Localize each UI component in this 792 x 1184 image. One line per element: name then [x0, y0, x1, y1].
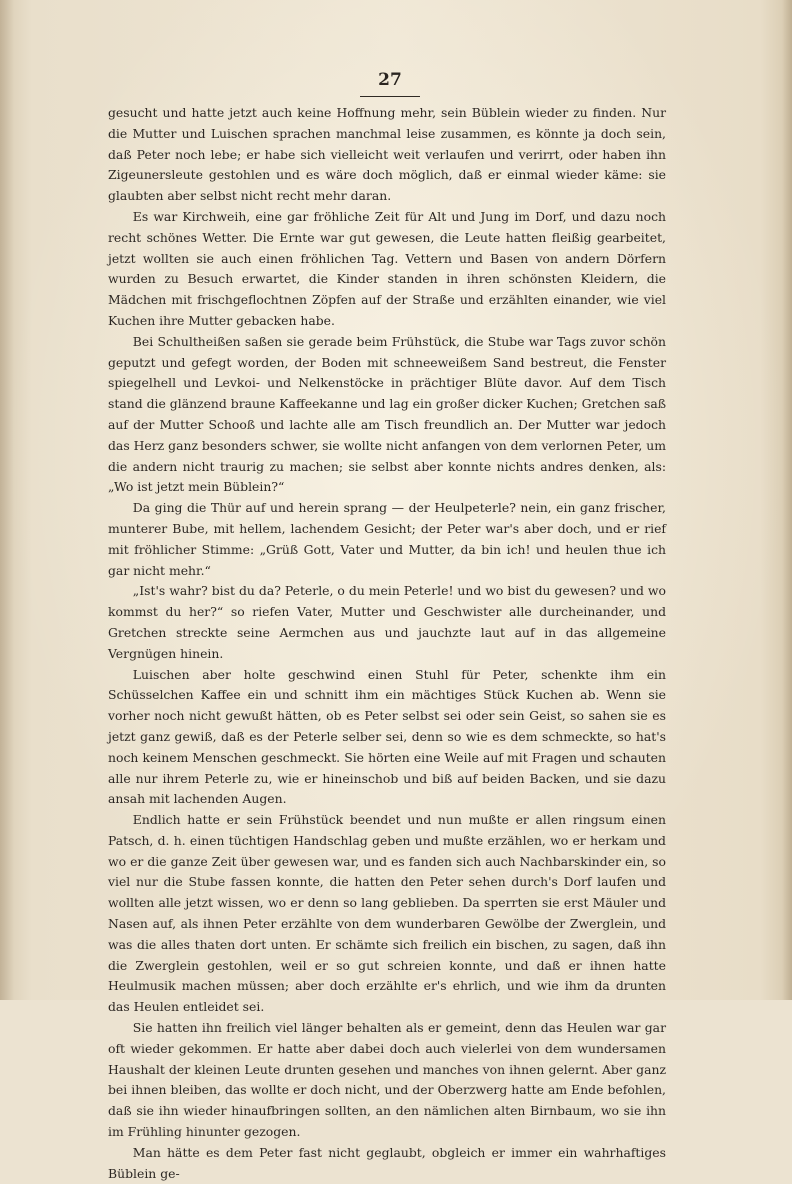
- page-number: 27: [378, 70, 402, 90]
- paragraph: Es war Kirchweih, eine gar fröhliche Zeit für Alt und Jung im Dorf, und dazu noch recht schönes Wetter. Die Ernte war gut gewesen, die Leute hatten fleißig gearbeitet, jetzt wollten sie auch einen fröhlichen Tag. Vettern und Basen von andern Dörfern wurden zu Besuch erwartet, die Kinder standen in ihren schönsten Kleidern, die Mädchen mit frischgeflochtnen Zöpfen auf der Straße und erzählten einander, wie viel Kuchen ihre Mutter gebacken habe.: [108, 208, 666, 328]
- page-number-rule: [360, 96, 420, 97]
- page-edge-shadow-right: [782, 0, 792, 1000]
- paragraph: Da ging die Thür auf und herein sprang — der Heulpeterle? nein, ein ganz frischer, munterer Bube, mit hellem, lachendem Gesicht; der Peter war's aber doch, und er rief mit fröhlicher Stimme: „Grüß Gott, Vater und Mutter, da bin ich! und heulen thue ich gar nicht mehr.“: [108, 500, 666, 578]
- paragraph: Bei Schultheißen saßen sie gerade beim Frühstück, die Stube war Tags zuvor schön geputzt und gefegt worden, der Boden mit schneeweißem Sand bestreut, die Fenster spiegelhell und Levkoi- und Nelkenstöcke in prächtiger Blüte davor. Auf dem Tisch stand die glänzend braune Kaffeekanne und lag ein großer dicker Kuchen; Gretchen saß auf der Mutter Schooß und lachte alle am Tisch freundlich an. Der Mutter war jedoch das Herz ganz besonders schwer, sie wollte nicht anfangen von dem verlornen Peter, um die andern nicht traurig zu machen; sie selbst aber konnte nichts andres denken, als: „Wo ist jetzt mein Büblein?“: [108, 333, 666, 495]
- body-text: [108, 103, 666, 1184]
- paragraph: „Ist's wahr? bist du da? Peterle, o du mein Peterle! und wo bist du gewesen? und wo kommst du her?“ so riefen Vater, Mutter und Geschwister alle durcheinander, und Gretchen streckte seine Aermchen aus und jauchzte laut auf in das allgemeine Vergnügen hinein.: [108, 583, 666, 661]
- paragraph: Man hätte es dem Peter fast nicht geglaubt, obgleich er immer ein wahrhaftiges Büblein ge-: [108, 1144, 666, 1181]
- paragraph: Sie hatten ihn freilich viel länger behalten als er gemeint, denn das Heulen war gar oft wieder gekommen. Er hatte aber dabei doch auch vielerlei von dem wundersamen Haushalt der kleinen Leute drunten gesehen und manches von ihnen gelernt. Aber ganz bei ihnen bleiben, das wollte er doch nicht, und der Oberzwerg hatte am Ende befohlen, daß sie ihn wieder hinaufbringen sollten, an den nämlichen alten Birnbaum, wo sie ihn im Frühling hinunter gezogen.: [108, 1020, 666, 1140]
- page-edge-shadow-left: [0, 0, 14, 1000]
- paragraph: gesucht und hatte jetzt auch keine Hoffnung mehr, sein Büblein wieder zu finden. Nur die Mutter und Luischen sprachen manchmal leise zusammen, es könnte ja doch sein, daß Peter noch lebe; er habe sich vielleicht weit verlaufen und verirrt, oder haben ihn Zigeunersleute gestohlen und es wäre doch möglich, daß er einmal wieder käme: sie glaubten aber selbst nicht recht mehr daran.: [108, 105, 666, 204]
- paragraph: Endlich hatte er sein Frühstück beendet und nun mußte er allen ringsum einen Patsch, d. h. einen tüchtigen Handschlag geben und mußte erzählen, wo er herkam und wo er die ganze Zeit über gewesen war, und es fanden sich auch Nachbarskinder ein, so viel nur die Stube fassen konnte, die hatten den Peter sehen durch's Dorf laufen und wollten alle jetzt wissen, wo er denn so lang geblieben. Da sperrten sie erst Mäuler und Nasen auf, als ihnen Peter erzählte von dem wunderbaren Gewölbe der Zwerglein, und was die alles thaten dort unten. Er schämte sich freilich ein bischen, zu sagen, daß ihn die Zwerglein gestohlen, weil er so gut schreien konnte, und daß er ihnen hatte Heulmusik machen müssen; aber doch erzählte er's ehrlich, und wie ihm da drunten das Heulen entleidet sei.: [108, 812, 666, 1015]
- paragraph: Luischen aber holte geschwind einen Stuhl für Peter, schenkte ihm ein Schüsselchen Kaffee ein und schnitt ihm ein mächtiges Stück Kuchen ab. Wenn sie vorher noch nicht gewußt hätten, ob es Peter selbst sei oder sein Geist, so sahen sie es jetzt ganz gewiß, daß es der Peterle selber sei, denn so wie es dem schmeckte, so hat's noch keinem Menschen geschmeckt. Sie hörten eine Weile auf mit Fragen und schauten alle nur ihrem Peterle zu, wie er hineinschob und biß auf beiden Backen, und sie dazu ansah mit lachenden Augen.: [108, 666, 666, 807]
